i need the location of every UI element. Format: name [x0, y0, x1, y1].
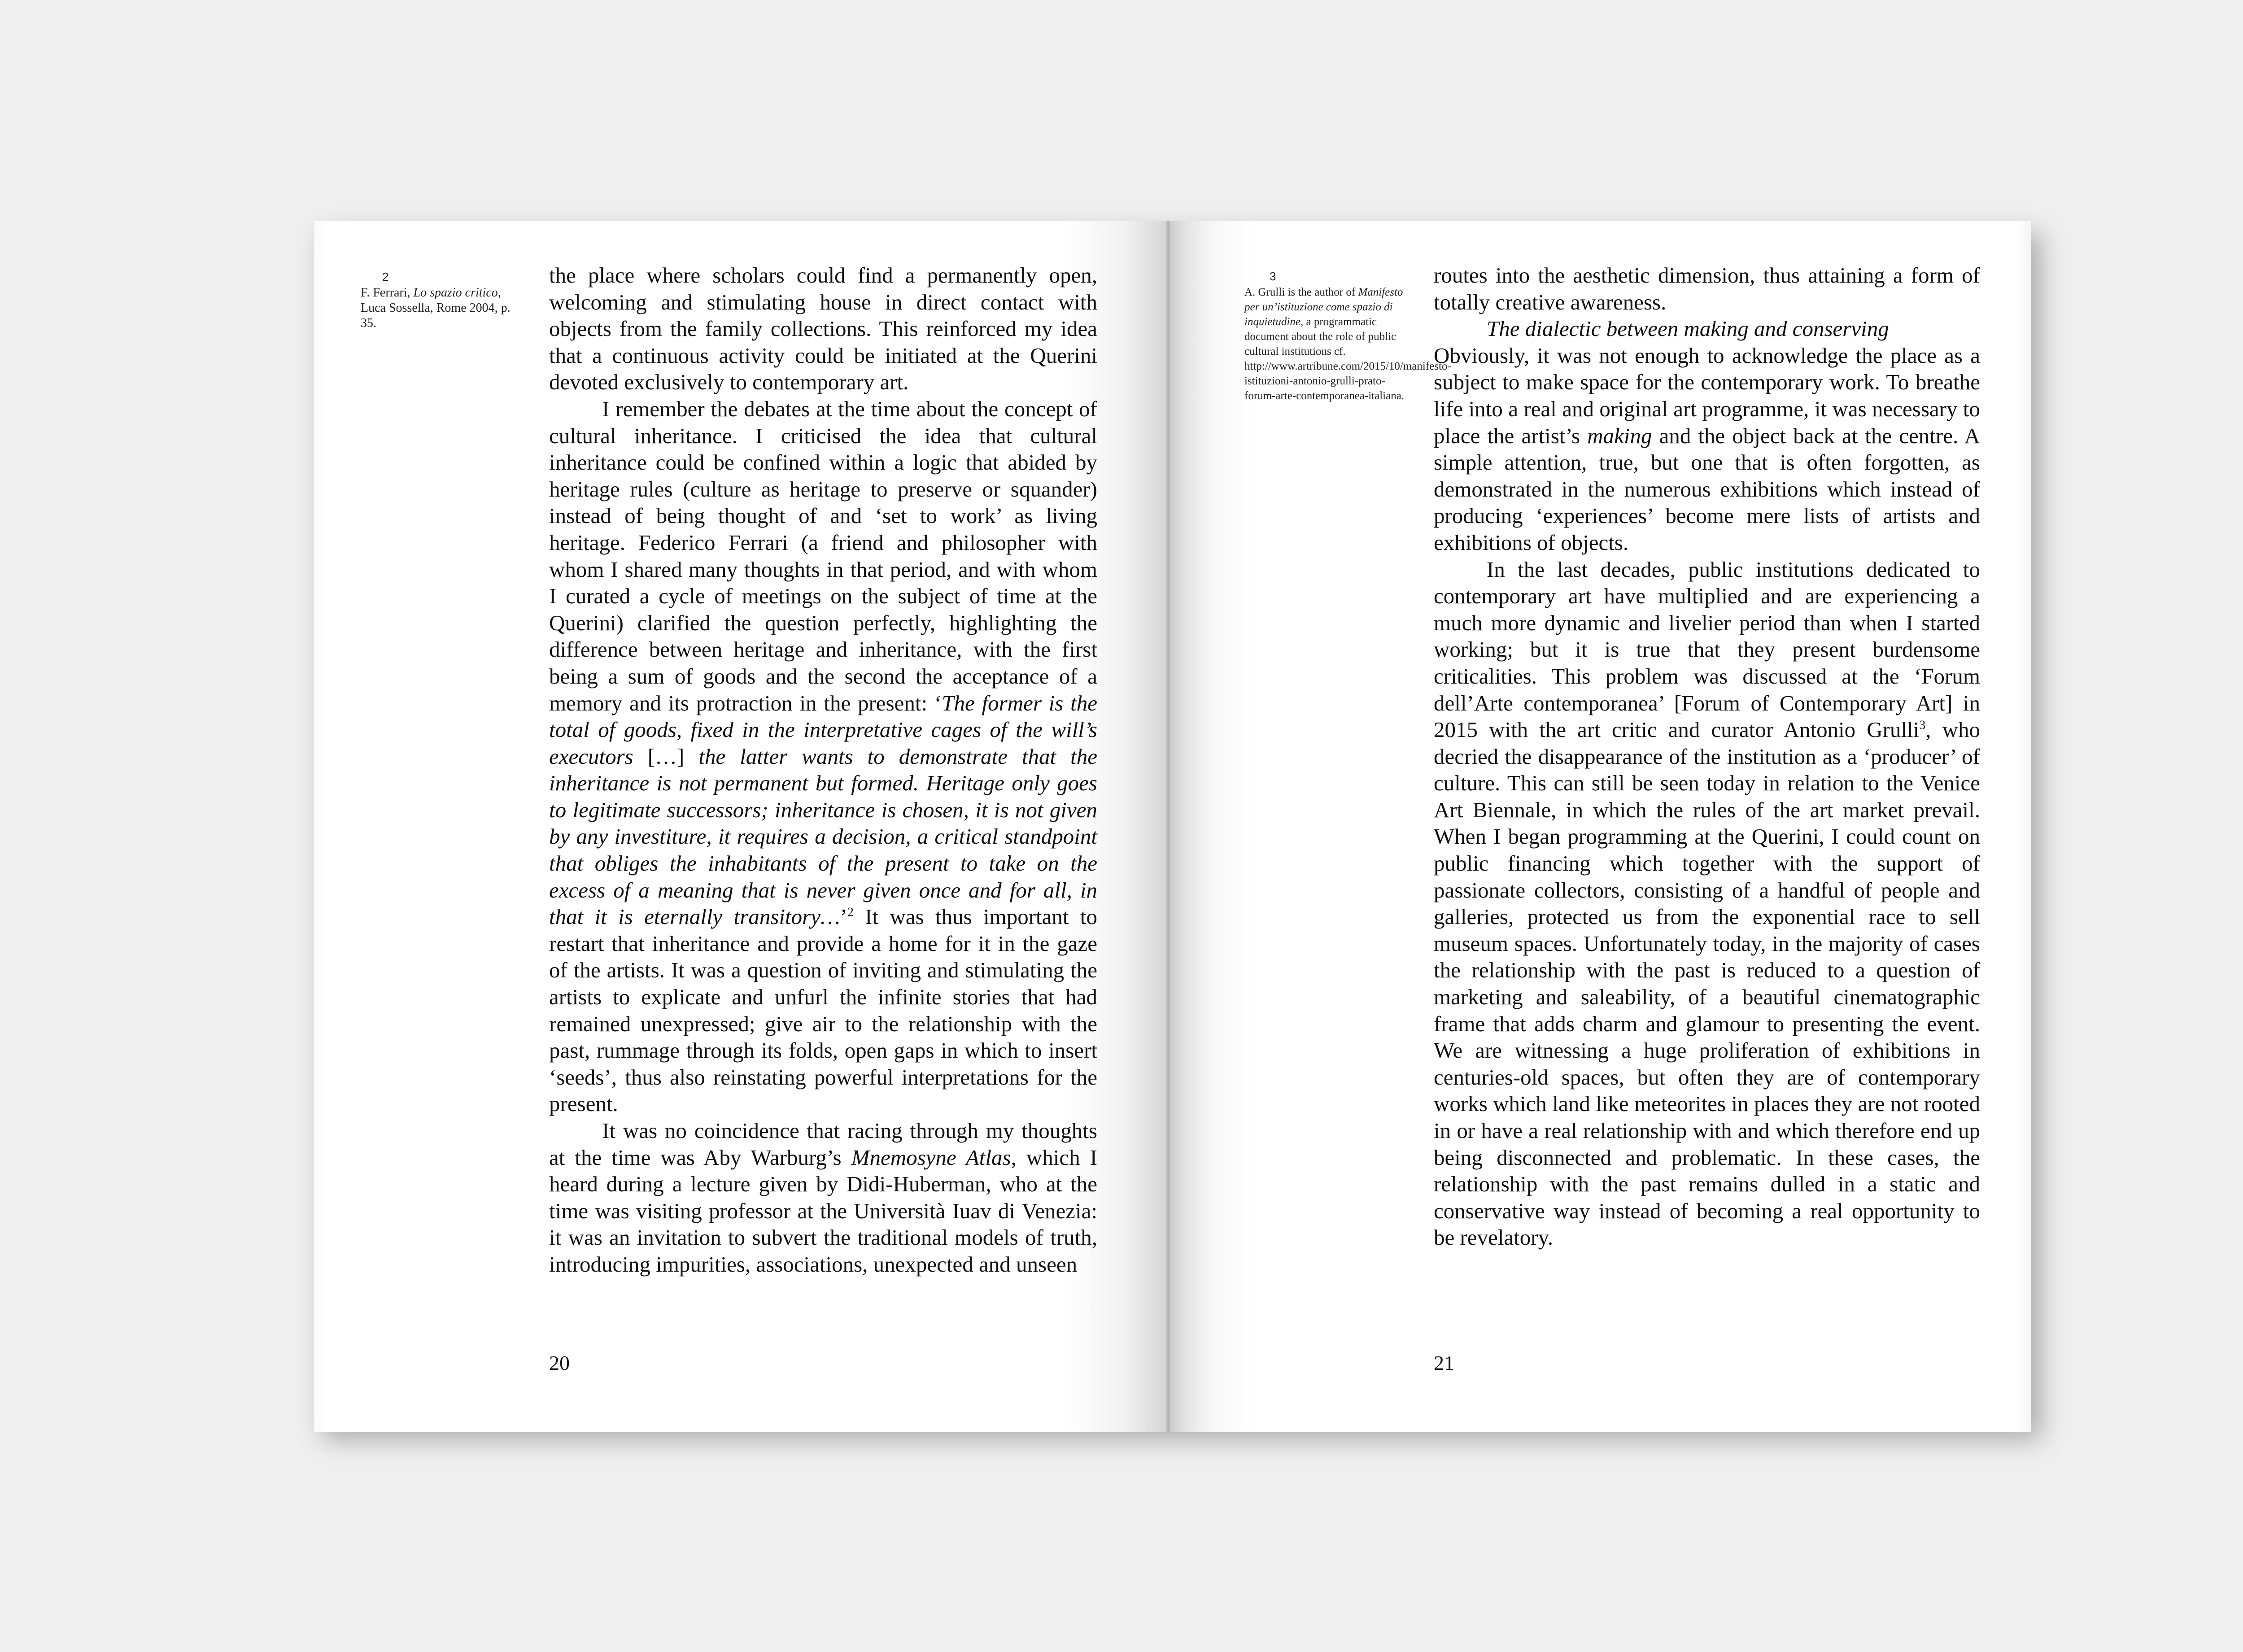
footnote-ref-2: 2 — [847, 905, 854, 920]
quote-part-b: the latter wants to demonstrate that the inheritance is not permanent but formed. Heritage only goes to legitimate successors; inheritance is chosen, it is not given by any investiture, it requires a decision, a critical standpoint that obliges the inhabitants of the present to take on the excess of a meaning that is never given once and for all, in that it is eternally transitory… — [549, 744, 1097, 929]
quote-part-a: The former is the total of goods, fixed in the interpretative cages of the will’s executors — [549, 690, 1098, 769]
paragraph-text-a: It was no coincidence that racing through my thoughts at the time was Aby Warburg’s — [549, 1118, 1097, 1170]
paragraph-italic: making — [1587, 423, 1652, 448]
footnote-rest: , a programmatic document about the role of public cultural institutions cf. http://www.artribune.com/2015/10/manifesto-istituzioni-antonio-grulli-prato-forum-arte-contemporanea-italiana. — [1244, 316, 1451, 402]
footnote-number: 3 — [1270, 270, 1276, 283]
footnote-title: Manifesto per un’istituzione come spazio di inquietudine — [1244, 286, 1403, 328]
left-body-text — [549, 262, 1097, 1278]
paragraph: routes into the aesthetic dimension, thus attaining a form of totally creative awareness. — [1434, 263, 1980, 314]
footnote-3 — [1244, 269, 1451, 403]
paragraph-text-a: In the last decades, public institutions dedicated to contemporary art have multiplied and are experiencing a much more dynamic and livelier period than when I started working; but it is true that they present burdensome criticalities. This problem was discussed at the ‘Forum dell’Arte contemporanea’ [Forum of Contemporary Art] in 2015 with the art critic and curator Antonio Grulli — [1434, 557, 1980, 742]
footnote-number: 2 — [382, 270, 389, 283]
paragraph-intro: I remember the debates at the time about the concept of cultural inheritance. I criticised the idea that cultural inheritance could be confined within a logic that abided by heritage rules (culture as heritage to preserve or squander) instead of being thought of and ‘set to work’ as living heritage. Federico Ferrari (a friend and philosopher with whom I shared many thoughts in that period, and with whom I curated a cycle of meetings on the subject of time at the Querini) clarified the question perfectly, highlighting the difference between heritage and inheritance, with the first being a sum of goods and the second the acceptance of a memory and its protraction in the present: ‘ — [549, 396, 1097, 715]
paragraph: the place where scholars could find a permanently open, welcoming and stimulating house in direct contact with objects from the family collections. This reinforced my idea that a continuous activity could be initiated at the Querini devoted exclusively to contemporary art. — [549, 263, 1097, 395]
section-heading: The dialectic between making and conserving — [1487, 316, 1889, 341]
footnote-rest: , Luca Sossella, Rome 2004, p. 35. — [361, 286, 511, 330]
book-gutter — [1165, 221, 1171, 1432]
paragraph-italic: Mnemosyne Atlas — [851, 1145, 1011, 1170]
page-number: 20 — [549, 1351, 570, 1374]
left-page — [314, 221, 1168, 1432]
footnote-author: F. Ferrari, — [361, 286, 414, 300]
footnote-intro: A. Grulli is the author of — [1244, 286, 1358, 298]
paragraph-quote — [549, 396, 1097, 1117]
right-body-text — [1434, 262, 1980, 1251]
paragraph-text-a: Obviously, it was not enough to acknowledge the place as a subject to make space for the contemporary work. To breathe life into a real and original art programme, it was necessary to place the artist’s — [1434, 343, 1980, 448]
footnote-title: Lo spazio critico — [413, 286, 498, 300]
paragraph-text-b: , which I heard during a lecture given by Didi-Huberman, who at the time was visiting professor at the Università Iuav di Venezia: it was an invitation to subvert the traditional models of truth, introducing impurities, associations, unexpected and unseen — [549, 1145, 1097, 1277]
quote-close: ’ — [840, 904, 847, 929]
quote-ellipsis: […] — [633, 744, 699, 769]
page-number: 21 — [1434, 1351, 1454, 1374]
paragraph-rest: It was thus important to restart that inheritance and provide a home for it in the gaze of the artists. It was a question of inviting and stimulating the artists to explicate and unfurl the infinite stories that had remained unexpressed; give air to the relationship with the past, rummage through its folds, open gaps in which to insert ‘seeds’, thus also reinstating powerful interpretations for the present. — [549, 904, 1097, 1116]
footnote-2 — [361, 269, 522, 331]
paragraph-text-b: , who decried the disappearance of the institution as a ‘producer’ of culture. This can still be seen today in relation to the Venice Art Biennale, in which the rules of the art market prevail. When I began programming at the Querini, I could count on public financing which together with the support of passionate collectors, consisting of a handful of people and galleries, protected us from the exponential race to sell museum spaces. Unfortunately today, in the majority of cases the relationship with the past is reduced to a question of marketing and saleability, of a beautiful cinematographic frame that adds charm and glamour to presenting the event. We are witnessing a huge proliferation of exhibitions in centuries-old spaces, but often they are of contemporary works which land like meteorites in places they are not rooted in or have a real relationship with and which therefore end up being disconnected and problematic. In these cases, the relationship with the past remains dulled in a static and conservative way instead of becoming a real opportunity to be revelatory. — [1434, 717, 1980, 1250]
right-page — [1168, 221, 2031, 1432]
footnote-ref-3: 3 — [1919, 718, 1926, 732]
paragraph — [1434, 556, 1980, 1251]
paragraph — [549, 1117, 1097, 1278]
paragraph — [1434, 342, 1980, 556]
paragraph-text-b: and the object back at the centre. A simple attention, true, but one that is often forgotten, as demonstrated in the numerous exhibitions which instead of producing ‘experiences’ become mere lists of artists and exhibitions of objects. — [1434, 423, 1980, 555]
